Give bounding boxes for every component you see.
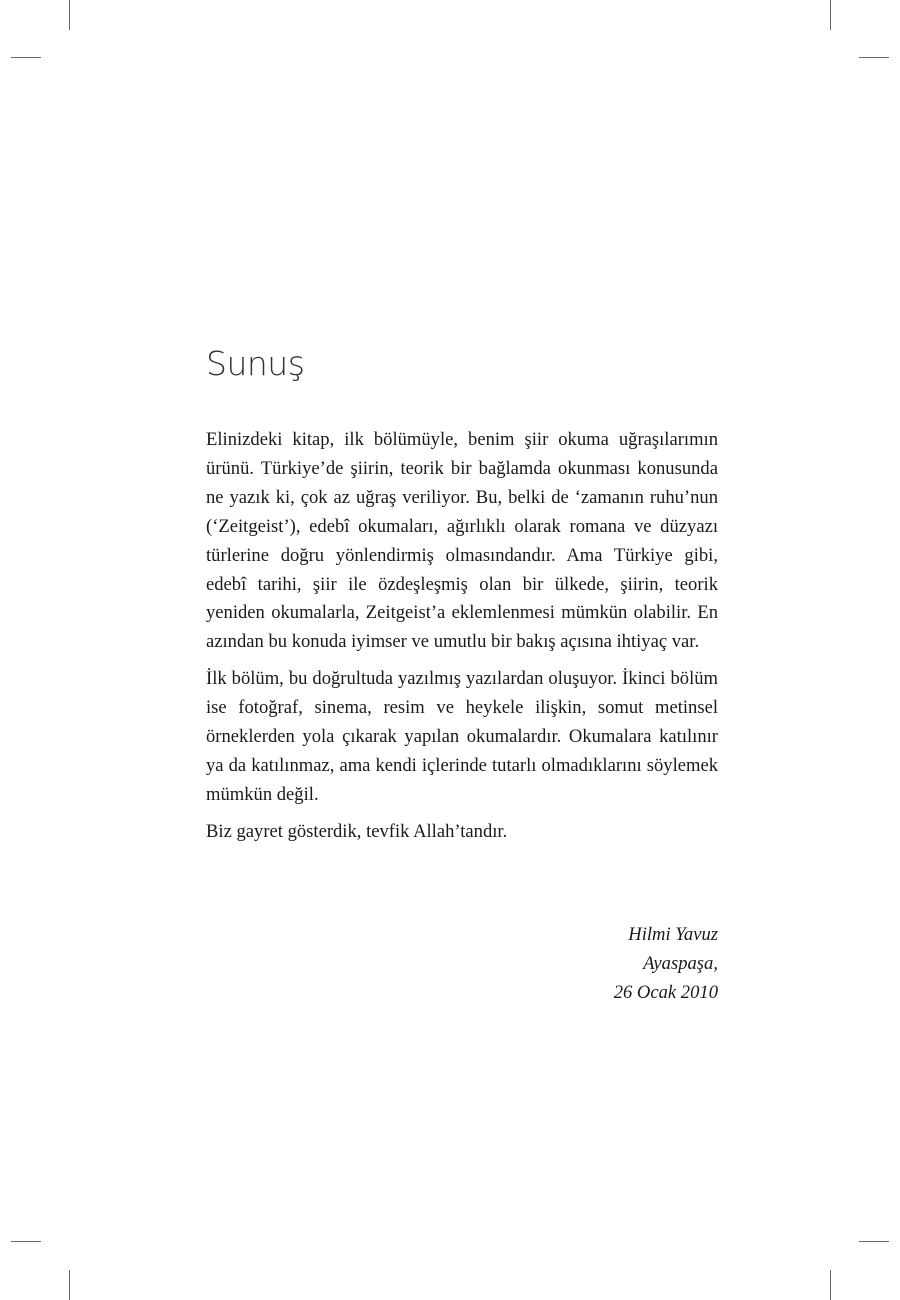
signature-date: 26 Ocak 2010 — [613, 981, 718, 1003]
paragraph: Biz gayret gösterdik, tevfik Allah’tandır. — [206, 820, 508, 842]
crop-mark-bottom-right-vertical — [830, 1270, 831, 1300]
crop-mark-bottom-right-horizontal — [859, 1241, 889, 1242]
crop-mark-top-right-vertical — [830, 0, 831, 30]
crop-mark-bottom-left-horizontal — [11, 1241, 41, 1242]
page-title: Sunuş — [206, 344, 305, 383]
body-text — [206, 426, 718, 855]
paragraph: İlk bölüm, bu doğrultuda yazılmış yazılardan oluşuyor. İkinci bölüm ise fotoğraf, sinema, resim ve heykele ilişkin, somut metinsel örneklerden yola çıkarak yapılan okumalardır. Okumalara katılınır ya da katılınmaz, ama kendi içlerinde tutarlı olmadıklarını söylemek mümkün değil. — [206, 668, 718, 805]
crop-mark-bottom-left-vertical — [69, 1270, 70, 1300]
signature-block — [614, 921, 718, 1008]
crop-mark-top-left-horizontal — [11, 57, 41, 58]
signature-author: Hilmi Yavuz — [628, 924, 718, 945]
paragraph: Elinizdeki kitap, ilk bölümüyle, benim şiir okuma uğraşılarımın ürünü. Türkiye’de şiirin, teorik bir bağlamda okunması konusunda ne yazık ki, çok az uğraş veriliyor. Bu, belki de ‘zamanın ruhu’nun (‘Zeitgeist’), edebî okumaları, ağırlıklı olarak romana ve düzyazı türlerine doğru yönlendirmiş olmasındandır. Ama Türkiye gibi, edebî tarihi, şiir ile özdeşleşmiş olan bir ülkede, şiirin, teorik yeniden okumalarla, Zeitgeist’a eklemlenmesi mümkün olabilir. En azından bu konuda iyimser ve umutlu bir bakış açısına ihtiyaç var. — [206, 429, 718, 653]
crop-mark-top-right-horizontal — [859, 57, 889, 58]
signature-place: Ayaspaşa, — [643, 952, 718, 974]
crop-mark-top-left-vertical — [69, 0, 70, 30]
